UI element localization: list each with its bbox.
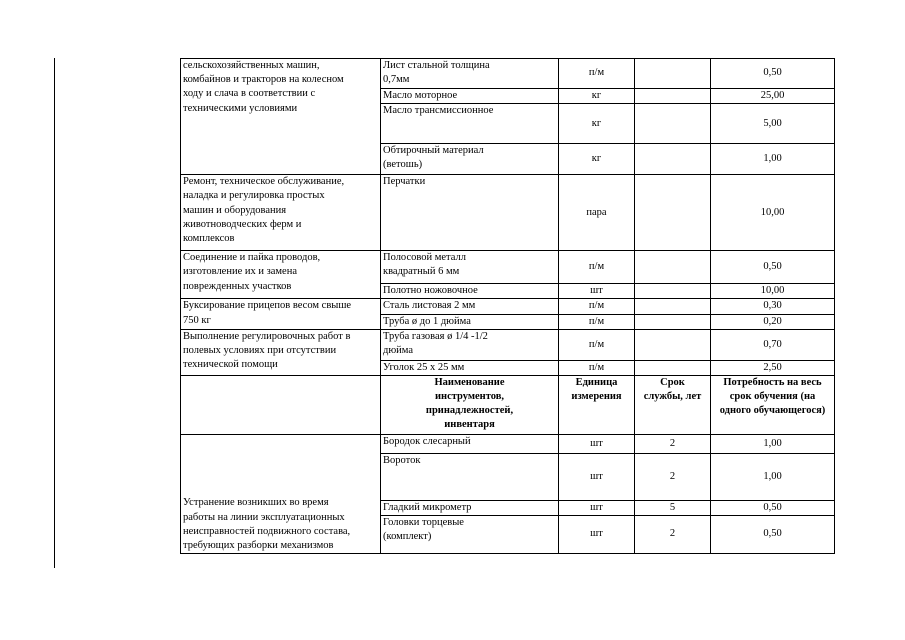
item-name: Обтирочный материал (ветошь) bbox=[381, 144, 559, 175]
quantity-cell: 0,50 bbox=[711, 59, 835, 89]
header-unit: Единица измерения bbox=[559, 375, 635, 434]
term-cell bbox=[635, 360, 711, 375]
quantity-cell: 0,30 bbox=[711, 299, 835, 314]
item-name: Полотно ножовочное bbox=[381, 284, 559, 299]
item-name: Полосовой металл квадратный 6 мм bbox=[381, 251, 559, 284]
term-cell: 2 bbox=[635, 516, 711, 554]
term-cell bbox=[635, 144, 711, 175]
unit-cell: шт bbox=[559, 453, 635, 500]
header-qty: Потребность на весь срок обучения (на одного обучающегося) bbox=[711, 375, 835, 434]
unit-cell: кг bbox=[559, 144, 635, 175]
header-term: Срок службы, лет bbox=[635, 375, 711, 434]
unit-cell: п/м bbox=[559, 59, 635, 89]
unit-cell: кг bbox=[559, 89, 635, 104]
term-cell bbox=[635, 299, 711, 314]
header-item: Наименование инструментов, принадлежностей, инвентаря bbox=[381, 375, 559, 434]
term-cell bbox=[635, 251, 711, 284]
work-description: Ремонт, техническое обслуживание, наладка и регулировка простых машин и оборудования животноводческих ферм и комплексов bbox=[181, 175, 381, 251]
term-cell bbox=[635, 104, 711, 144]
quantity-cell: 0,50 bbox=[711, 500, 835, 515]
quantity-cell: 0,50 bbox=[711, 516, 835, 554]
unit-cell: п/м bbox=[559, 314, 635, 329]
term-cell bbox=[635, 89, 711, 104]
item-name: Головки торцевые (комплект) bbox=[381, 516, 559, 554]
item-name: Перчатки bbox=[381, 175, 559, 251]
quantity-cell: 10,00 bbox=[711, 284, 835, 299]
unit-cell: шт bbox=[559, 434, 635, 453]
table-row bbox=[181, 434, 835, 453]
quantity-cell: 10,00 bbox=[711, 175, 835, 251]
quantity-cell: 0,20 bbox=[711, 314, 835, 329]
item-name: Уголок 25 х 25 мм bbox=[381, 360, 559, 375]
tools-header-row bbox=[181, 375, 835, 434]
term-cell bbox=[635, 59, 711, 89]
term-cell bbox=[635, 284, 711, 299]
work-description: Выполнение регулировочных работ в полевых условиях при отсутствии технической помощи bbox=[181, 329, 381, 375]
item-name: Бородок слесарный bbox=[381, 434, 559, 453]
term-cell bbox=[635, 175, 711, 251]
work-description: Буксирование прицепов весом свыше 750 кг bbox=[181, 299, 381, 329]
quantity-cell: 25,00 bbox=[711, 89, 835, 104]
quantity-cell: 2,50 bbox=[711, 360, 835, 375]
term-cell: 2 bbox=[635, 453, 711, 500]
table-row bbox=[181, 175, 835, 251]
item-name: Сталь листовая 2 мм bbox=[381, 299, 559, 314]
item-name: Масло моторное bbox=[381, 89, 559, 104]
item-name: Масло трансмиссионное bbox=[381, 104, 559, 144]
unit-cell: пара bbox=[559, 175, 635, 251]
work-description: Соединение и пайка проводов, изготовление их и замена поврежденных участков bbox=[181, 251, 381, 299]
page-margin-line bbox=[54, 58, 55, 568]
quantity-cell: 1,00 bbox=[711, 434, 835, 453]
work-description: сельскохозяйственных машин, комбайнов и тракторов на колесном ходу и слача в соответствии с техническими условиями bbox=[181, 59, 381, 175]
unit-cell: п/м bbox=[559, 299, 635, 314]
unit-cell: шт bbox=[559, 500, 635, 515]
term-cell: 5 bbox=[635, 500, 711, 515]
unit-cell: шт bbox=[559, 516, 635, 554]
unit-cell: п/м bbox=[559, 329, 635, 360]
header-empty-cell bbox=[181, 375, 381, 434]
unit-cell: шт bbox=[559, 284, 635, 299]
term-cell bbox=[635, 314, 711, 329]
item-name: Гладкий микрометр bbox=[381, 500, 559, 515]
work-description: Устранение возникших во время работы на линии эксплуатационных неисправностей подвижного состава, требующих разборки механизмов bbox=[181, 434, 381, 553]
term-cell: 2 bbox=[635, 434, 711, 453]
unit-cell: п/м bbox=[559, 360, 635, 375]
item-name: Труба ø до 1 дюйма bbox=[381, 314, 559, 329]
quantity-cell: 0,70 bbox=[711, 329, 835, 360]
item-name: Труба газовая ø 1/4 -1/2 дюйма bbox=[381, 329, 559, 360]
table-row bbox=[181, 329, 835, 360]
unit-cell: п/м bbox=[559, 251, 635, 284]
item-name: Вороток bbox=[381, 453, 559, 500]
unit-cell: кг bbox=[559, 104, 635, 144]
term-cell bbox=[635, 329, 711, 360]
table-row bbox=[181, 299, 835, 314]
item-name: Лист стальной толщина 0,7мм bbox=[381, 59, 559, 89]
table-row bbox=[181, 251, 835, 284]
table-row bbox=[181, 59, 835, 89]
quantity-cell: 5,00 bbox=[711, 104, 835, 144]
materials-table bbox=[180, 58, 835, 554]
quantity-cell: 1,00 bbox=[711, 144, 835, 175]
quantity-cell: 0,50 bbox=[711, 251, 835, 284]
quantity-cell: 1,00 bbox=[711, 453, 835, 500]
